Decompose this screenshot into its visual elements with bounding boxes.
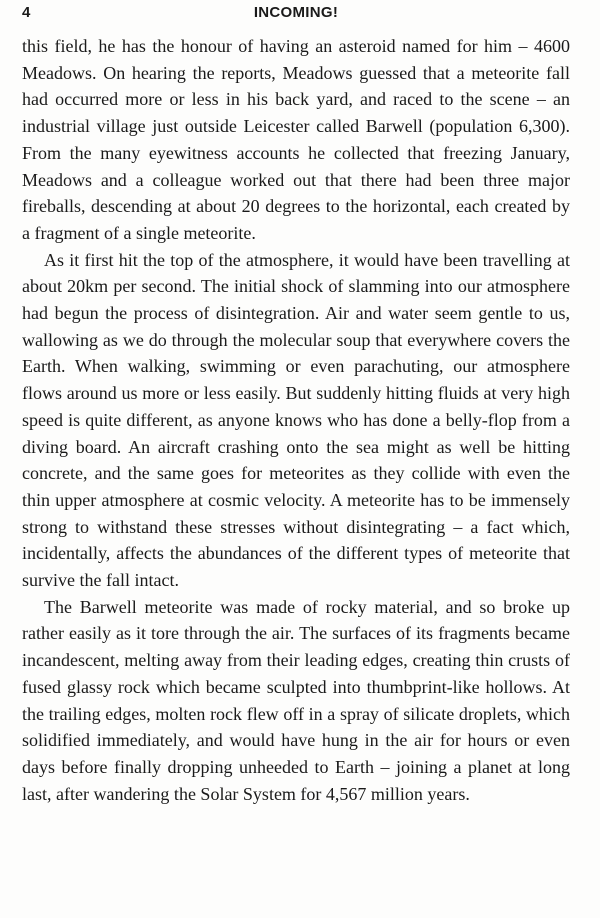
paragraph-atmosphere: As it first hit the top of the atmosphere, it would have been travelling at about 20km per second. The initial shock of slamming into our atmosphere had begun the process of disintegration. Air and water seem gentle to us, wallowing as we do through the molecular soup that everywhere covers the Earth. When walking, swimming or even parachuting, our atmosphere flows around us more or less easily. But suddenly hitting fluids at very high speed is quite different, as anyone knows who has done a belly-flop from a diving board. An aircraft crashing onto the sea might as well be hitting concrete, and the same goes for meteorites as they collide with even the thin upper atmosphere at cosmic velocity. A meteorite has to be immensely strong to withstand these stresses without disintegrating – a fact which, incidentally, affects the abundances of the different types of meteorite that survive the fall intact.	[22, 249, 570, 591]
page-number: 4	[22, 4, 31, 21]
body-text	[22, 33, 570, 807]
paragraph-barwell-meteorite: The Barwell meteorite was made of rocky material, and so broke up rather easily as it tore through the air. The surfaces of its fragments became incandescent, melting away from their leading edges, creating thin crusts of fused glassy rock which became sculpted into thumbprint-like hollows. At the trailing edges, molten rock flew off in a spray of silicate droplets, which solidified immediately, and would have hung in the air for hours or even days before finally dropping unheeded to Earth – joining a planet at long last, after wandering the Solar System for 4,567 million years.	[22, 596, 570, 804]
running-head	[22, 2, 570, 24]
running-title: INCOMING!	[253, 4, 339, 21]
paragraph-continued: this field, he has the honour of having an asteroid named for him – 4600 Meadows. On hearing the reports, Meadows guessed that a meteorite fall had occurred more or less in his back yard, and raced to the scene – an industrial village just outside Leicester called Barwell (population 6,300). From the many eyewitness accounts he collected that freezing January, Meadows and a colleague worked out that there had been three major fireballs, descending at about 20 degrees to the horizontal, each created by a fragment of a single meteorite.	[22, 36, 570, 243]
